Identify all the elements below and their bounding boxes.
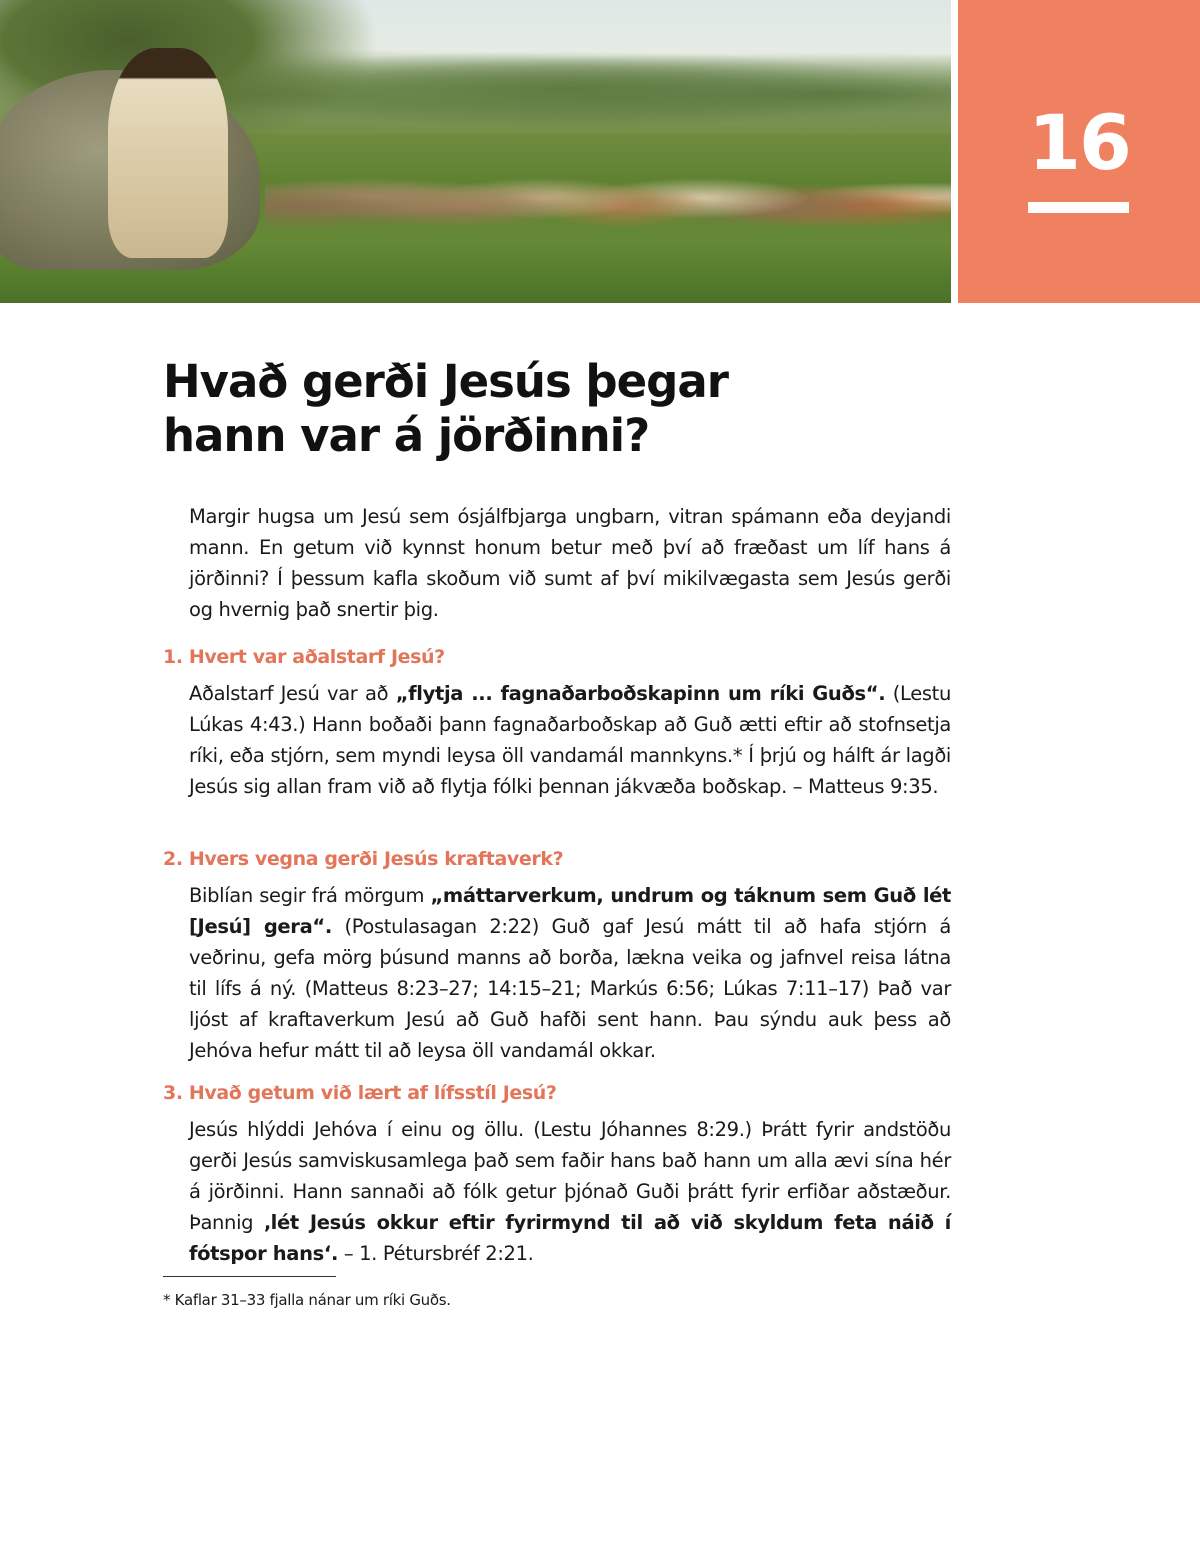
chapter-number: 16 [1028, 98, 1130, 187]
answer-3-text-before: Jesús hlýddi Jehóva í einu og öllu. (Lestu Jóhannes 8:29.) Þrátt fyrir andstöðu gerði Jesús samviskusamlega það sem faðir hans bað hann um alla ævi sína hér á jörðinni. Hann sannaði að fólk getur þjónað Guði þrátt fyrir erfiðar aðstæður. Þannig [189, 1118, 951, 1234]
answer-paragraph-2 [189, 880, 951, 1066]
photo-crowd [265, 118, 951, 278]
answer-2-text-after: (Postulasagan 2:22) Guð gaf Jesú mátt til að hafa stjórn á veðrinu, gefa mörg þúsund manns að borða, lækna veika og jafnvel reisa látna til lífs á ný. (Matteus 8:23–27; 14:15–21; Markús 6:56; Lúkas 7:11–17) Það var ljóst af kraftaverkum Jesú að Guð hafði sent hann. Þau sýndu auk þess að Jehóva hefur mátt til að leysa öll vandamál okkar. [189, 915, 951, 1062]
page-title [163, 355, 923, 463]
photo-speaker-figure [108, 48, 228, 258]
chapter-underline [1028, 202, 1129, 213]
footnote-divider [163, 1276, 336, 1277]
page-title-line-1: Hvað gerði Jesús þegar [163, 355, 728, 408]
answer-1-text-after: (Lestu Lúkas 4:43.) Hann boðaði þann fagnaðarboðskap að Guð ætti eftir að stofnsetja ríki, eða stjórn, sem myndi leysa öll vandamál mannkyns.* Í þrjú og hálft ár lagði Jesús sig allan fram við að flytja fólki þennan jákvæða boðskap. – Matteus 9:35. [189, 682, 951, 798]
answer-2-text-before: Biblían segir frá mörgum [189, 884, 431, 907]
answer-3-quote: ‚lét Jesús okkur eftir fyrirmynd til að við skyldum feta náið í fótspor hans‘. [189, 1211, 951, 1265]
answer-1-quote: „flytja ... fagnaðarboðskapinn um ríki Guðs“. [395, 682, 886, 705]
chapter-number-box [958, 0, 1200, 303]
question-heading-3: 3. Hvað getum við lært af lífsstíl Jesú? [163, 1082, 557, 1104]
answer-paragraph-1 [189, 678, 951, 802]
page-title-line-2: hann var á jörðinni? [163, 409, 650, 462]
answer-1-text-before: Aðalstarf Jesú var að [189, 682, 396, 705]
answer-paragraph-3 [189, 1114, 951, 1269]
question-heading-2: 2. Hvers vegna gerði Jesús kraftaverk? [163, 848, 564, 870]
intro-paragraph: Margir hugsa um Jesú sem ósjálfbjarga ungbarn, vitran spámann eða deyjandi mann. En getum við kynnst honum betur með því að fræðast um líf hans á jörðinni? Í þessum kafla skoðum við sumt af því mikilvægasta sem Jesús gerði og hvernig það snertir þig. [189, 505, 951, 621]
hero-photo [0, 0, 951, 303]
answer-3-text-after: – 1. Pétursbréf 2:21. [338, 1242, 534, 1265]
answer-2-quote: „máttarverkum, undrum og táknum sem Guð lét [Jesú] gera“. [189, 884, 951, 938]
footnote: * Kaflar 31–33 fjalla nánar um ríki Guðs. [163, 1291, 451, 1309]
question-heading-1: 1. Hvert var aðalstarf Jesú? [163, 646, 445, 668]
